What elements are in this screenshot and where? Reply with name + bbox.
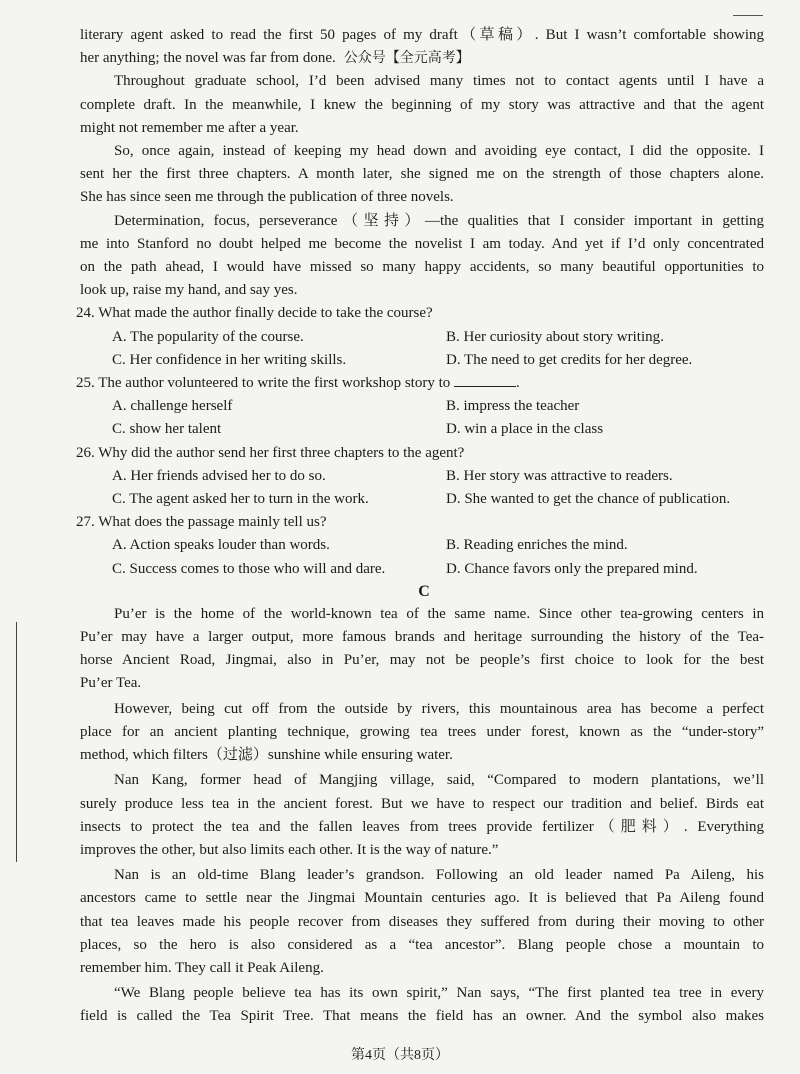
para-3-line-2: on the path ahead, I would have missed so many happy accidents, so many beautiful opportunities to <box>80 259 764 276</box>
question-24-option-b: B. Her curiosity about story writing. <box>446 328 664 345</box>
c-para-2-line-2: insects to protect the tea and the fallen leaves from trees provide fertilizer（肥料）. Everything <box>80 818 764 835</box>
question-27-option-d: D. Chance favors only the prepared mind. <box>446 560 698 577</box>
c-para-3-line-4: remember him. They call it Peak Aileng. <box>80 959 324 976</box>
c-para-2-line-0: Nan Kang, former head of Mangjing village, said, “Compared to modern plantations, we’ll <box>114 772 764 789</box>
page-footer: 第4页（共8页） <box>351 1048 449 1063</box>
question-26-option-d: D. She wanted to get the chance of publication. <box>446 491 731 508</box>
question-27-option-b: B. Reading enriches the mind. <box>446 537 628 554</box>
question-25-options-row-2 <box>84 418 764 441</box>
question-26-options-row-2 <box>84 488 764 511</box>
c-para-4-line-0: “We Blang people believe tea has its own spirit,” Nan says, “The first planted tea tree in every <box>114 985 764 1002</box>
para-1-line-1: complete draft. In the meanwhile, I knew the beginning of my story was attractive and that the agent <box>80 96 764 113</box>
para-3-line-0: Determination, focus, perseverance（坚持）—the qualities that I consider important in getting <box>114 212 764 229</box>
answer-blank <box>454 372 516 387</box>
question-24-option-c: C. Her confidence in her writing skills. <box>112 351 347 368</box>
c-para-0-line-0: Pu’er is the home of the world-known tea of the same name. Since other tea-growing centers in <box>114 605 764 622</box>
page-content <box>76 24 764 1029</box>
question-25-stem-end: . <box>515 375 520 392</box>
question-26-option-c: C. The agent asked her to turn in the work. <box>112 491 369 508</box>
question-26-options-row-1 <box>84 465 764 488</box>
question-24-options-row-1 <box>84 326 764 349</box>
para-3-line-3: look up, raise my hand, and say yes. <box>80 282 298 299</box>
para-0-line-1 <box>80 47 764 70</box>
question-25-option-d: D. win a place in the class <box>446 421 604 438</box>
c-para-2-line-3: improves the other, but also limits each other. It is the way of nature.” <box>80 841 499 858</box>
question-24-option-a: A. The popularity of the course. <box>112 328 304 345</box>
watermark-text: 公众号【全元高考】 <box>343 50 470 67</box>
question-26-option-a: A. Her friends advised her to do so. <box>112 467 326 484</box>
question-27-option-a: A. Action speaks louder than words. <box>112 537 330 554</box>
c-para-3-line-3: places, so the hero is also considered as a “tea ancestor”. Blang people chose a mountain to <box>80 936 764 953</box>
question-27-options-row-1 <box>84 534 764 557</box>
top-mark <box>733 15 763 16</box>
question-24-stem: 24. What made the author finally decide to take the course? <box>76 305 433 322</box>
question-24-option-d: D. The need to get credits for her degree. <box>446 351 693 368</box>
para-3-line-1: me into Stanford no doubt helped me become the novelist I am today. And yet if I’d only concentrated <box>80 235 764 252</box>
question-26-option-b: B. Her story was attractive to readers. <box>446 467 673 484</box>
para-1-line-2: might not remember me after a year. <box>80 119 299 136</box>
question-27-stem: 27. What does the passage mainly tell us? <box>76 514 327 531</box>
para-0-line-1-text: her anything; the novel was far from done. <box>80 50 336 67</box>
c-para-4-line-1: field is called the Tea Spirit Tree. That means the field has an owner. And the symbol also makes <box>80 1008 764 1025</box>
c-para-3-line-0: Nan is an old-time Blang leader’s grandson. Following an old leader named Pa Aileng, his <box>114 867 764 884</box>
para-0-line-0: literary agent asked to read the first 50 pages of my draft（草稿）. But I wasn’t comfortable showing <box>80 27 764 43</box>
para-2-line-2: She has since seen me through the publication of three novels. <box>80 189 454 206</box>
question-26-stem: 26. Why did the author send her first three chapters to the agent? <box>76 444 465 461</box>
c-para-2-line-1: surely produce less tea in the ancient forest. But we have to respect our tradition and belief. Birds eat <box>80 795 764 812</box>
question-27-option-c: C. Success comes to those who will and dare. <box>112 560 386 577</box>
question-25-options-row-1 <box>84 395 764 418</box>
c-para-1-line-2: method, which filters（过滤）sunshine while ensuring water. <box>80 747 453 764</box>
question-25-option-b: B. impress the teacher <box>446 398 580 415</box>
c-para-0-line-3: Pu’er Tea. <box>80 675 142 692</box>
c-para-1-line-0: However, being cut off from the outside by rivers, this mountainous area has become a perfect <box>114 700 764 717</box>
question-25-stem-line <box>76 372 764 395</box>
c-para-3-line-1: ancestors came to settle near the Jingmai Mountain centuries ago. It is believed that Pa Aileng found <box>80 890 764 907</box>
para-2-line-1: sent her the first three chapters. A month later, she signed me on the strength of those chapters alone. <box>80 166 764 183</box>
question-25-option-c: C. show her talent <box>112 421 222 438</box>
section-c-heading: C <box>418 582 430 600</box>
question-24-options-row-2 <box>84 349 764 372</box>
c-para-3-line-2: that tea leaves made his people recover from diseases they suffered from during their moving to other <box>80 913 764 930</box>
c-para-1-line-1: place for an ancient planting technique, growing tea trees under forest, known as the “under-story” <box>80 723 764 740</box>
c-para-0-line-2: horse Ancient Road, Jingmai, also in Pu’er, may not be people’s first choice to look for the best <box>80 652 764 669</box>
para-1-line-0: Throughout graduate school, I’d been advised many times not to contact agents until I have a <box>114 73 764 90</box>
para-2-line-0: So, once again, instead of keeping my head down and avoiding eye contact, I did the opposite. I <box>114 143 764 160</box>
question-27-options-row-2 <box>84 558 764 581</box>
c-para-0-line-1: Pu’er may have a larger output, more famous brands and heritage surrounding the history of the Tea- <box>80 629 764 646</box>
margin-line <box>16 622 17 862</box>
question-25-option-a: A. challenge herself <box>112 398 233 415</box>
question-25-stem: 25. The author volunteered to write the first workshop story to <box>76 375 451 392</box>
